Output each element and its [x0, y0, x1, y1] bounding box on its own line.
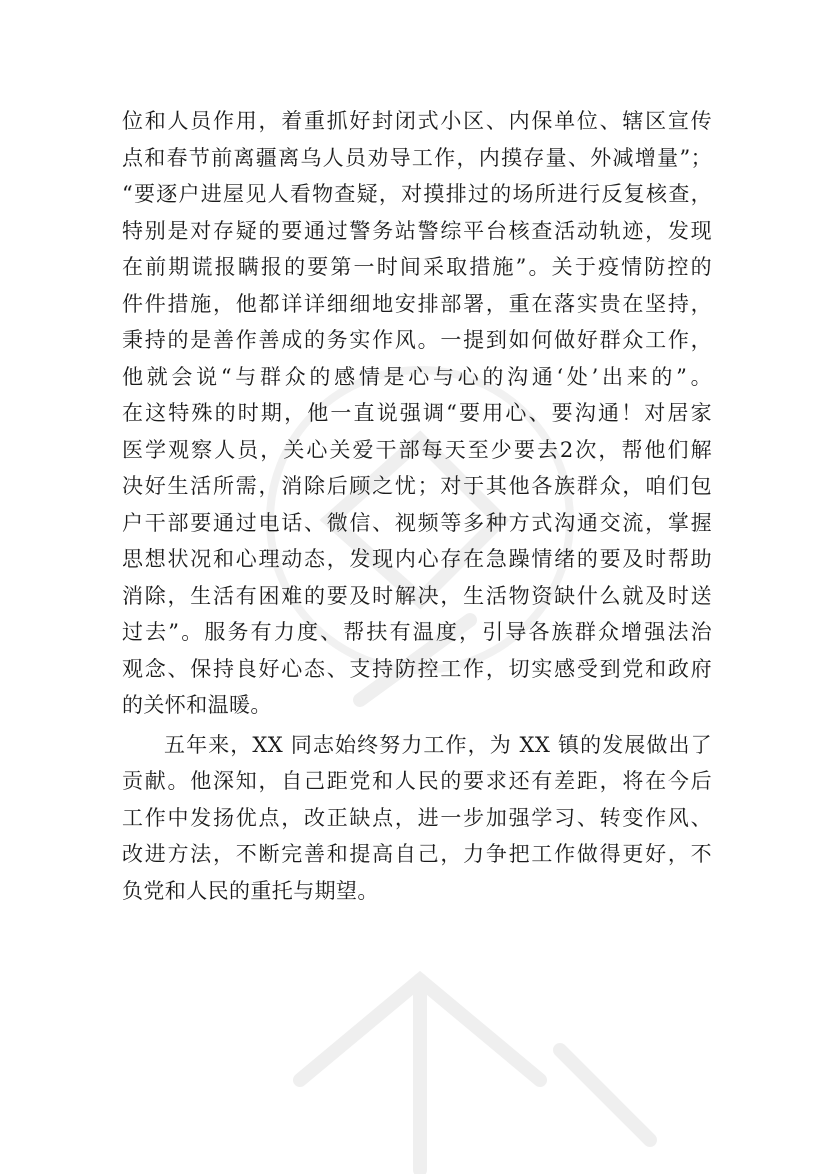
text-line: 他就会说“与群众的感情是心与心的沟通‘处’出来的”。 — [122, 364, 712, 389]
paragraph — [122, 103, 712, 724]
text-line: 点和春节前离疆离乌人员劝导工作，内摸存量、外减增量”； — [122, 145, 712, 170]
text-line: 医学观察人员，关心关爱干部每天至少要去2次，帮他们解 — [122, 437, 712, 462]
body-text — [122, 103, 712, 909]
text-line: 特别是对存疑的要通过警务站警综平台核查活动轨迹，发现 — [122, 218, 712, 243]
text-line: 秉持的是善作善成的务实作风。一提到如何做好群众工作， — [122, 328, 712, 352]
text-line: 改进方法，不断完善和提高自己，力争把工作做得更好，不 — [122, 842, 712, 866]
text-line: 决好生活所需，消除后顾之忧；对于其他各族群众，咱们包 — [122, 474, 712, 498]
text-line: 的关怀和温暖。 — [122, 693, 272, 717]
text-line: 五年来，XX 同志始终努力工作，为 XX 镇的发展做出了 — [164, 732, 712, 757]
text-line: 在前期谎报瞒报的要第一时间采取措施”。关于疫情防控的 — [122, 255, 712, 279]
paragraph — [122, 727, 712, 910]
text-line: 位和人员作用，着重抓好封闭式小区、内保单位、辖区宣传 — [122, 109, 712, 133]
text-line: 观念、保持良好心态、支持防控工作，切实感受到党和政府 — [122, 656, 712, 681]
text-line: 负党和人民的重托与期望。 — [122, 878, 379, 903]
text-line: 过去”。服务有力度、帮扶有温度，引导各族群众增强法治 — [122, 620, 712, 644]
text-line: 贡献。他深知，自己距党和人民的要求还有差距，将在今后 — [122, 769, 712, 793]
text-line: 工作中发扬优点，改正缺点，进一步加强学习、转变作风、 — [122, 805, 712, 830]
text-line: 户干部要通过电话、微信、视频等多种方式沟通交流，掌握 — [122, 510, 712, 535]
text-line: 件件措施，他都详详细细地安排部署，重在落实贵在坚持， — [122, 291, 712, 316]
text-line: “要逐户进屋见人看物查疑，对摸排过的场所进行反复核查， — [122, 182, 712, 206]
text-line: 思想状况和心理动态，发现内心存在急躁情绪的要及时帮助 — [122, 547, 712, 571]
text-line: 消除，生活有困难的要及时解决，生活物资缺什么就及时送 — [122, 583, 712, 608]
text-line: 在这特殊的时期，他一直说强调“要用心、要沟通！对居家 — [122, 401, 712, 425]
